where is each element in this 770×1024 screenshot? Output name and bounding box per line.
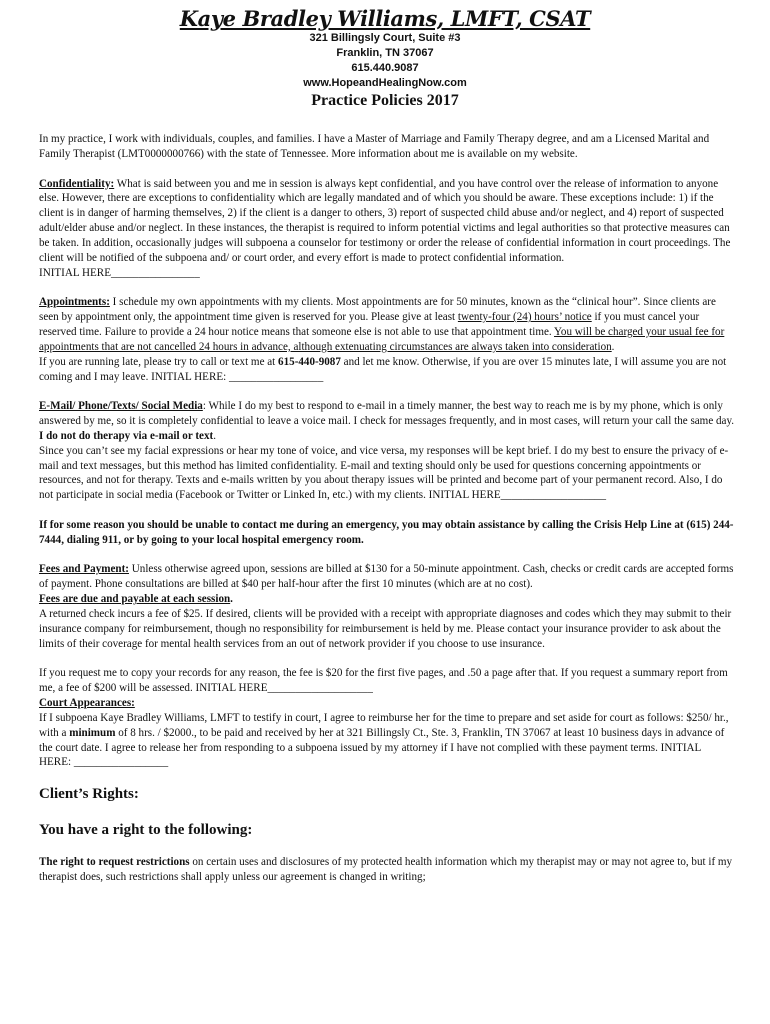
practitioner-name: Kaye Bradley Williams, LMFT, CSAT (179, 6, 591, 31)
court-text-2: of 8 hrs. / $2000., to be paid and received by her at 321 Billingsly Ct., Ste. 3, Franklin, TN 37067 at least 10 business days in advance of the court date. I agree to release her from responding to a subpoena issued by my attorney if I have not complied with these payment terms. INITIAL HERE: _________________ (39, 726, 725, 769)
address-line-2: Franklin, TN 37067 (336, 47, 434, 59)
fees-due-tail: . (230, 593, 233, 606)
appointments-text-2: if you must cancel your reserved time. Failure to provide a 24 hour notice means that someone else is not able to use that appointment time. (39, 311, 700, 338)
appointments-notice: twenty-four (24) hours’ notice (457, 311, 592, 324)
records-text: If you request me to copy your records for any reason, the fee is $20 for the first five pages, and .50 a page after that. If you request a summary report from me, a fee of $200 will be assessed. INITIAL HERE___________________ (39, 667, 728, 695)
email-no-therapy: I do not do therapy via e-mail or text (39, 429, 214, 442)
confidentiality-text: What is said between you and me in session is always kept confidential, and you have control over the release of information to anyone else. However, there are exceptions to confidentiality which are legally mandated and of which you should be aware. These exceptions include: 1) if the client is in danger of harming themselves, 2) if the client is a danger to others, 3) report of suspected child abuse and/or neglect, and 4) report of suspected adult/elder abuse and/or neglect. In these instances, the therapist is required to inform potential victims and legal authorities so that protective measures can be taken. In addition, occasionally judges will subpoena a counselor for testimony or order the release of confidential information in court proceedings. The client will be notified of the subpoena and/ or court order, and every effort is made to protect confidential information. (39, 177, 731, 264)
fees-section (39, 562, 735, 651)
confidentiality-section (39, 177, 735, 281)
court-heading: Court Appearances: (39, 697, 135, 710)
email-no-therapy-tail: . (213, 429, 216, 442)
fees-heading: Fees and Payment: (39, 563, 129, 576)
email-section (39, 399, 735, 503)
rights-item-title: The right to request restrictions (39, 856, 190, 869)
rights-subheading: You have a right to the following: (39, 822, 253, 839)
fees-due: Fees are due and payable at each session (39, 593, 231, 606)
late-phone: 615-440-9087 (278, 355, 341, 368)
appointments-heading: Appointments: (39, 296, 110, 309)
address-line-1: 321 Billingsly Court, Suite #3 (309, 32, 461, 44)
emergency-notice: If for some reason you should be unable to contact me during an emergency, you may obtain assistance by calling the Crisis Help Line at (615) 244-7444, dialing 911, or by going to your local hospital emergency room. (39, 518, 734, 546)
records-court-section (39, 666, 735, 770)
late-text-1: If you are running late, please try to call or text me at (39, 355, 279, 368)
court-minimum: minimum (69, 726, 116, 739)
confidentiality-initial: INITIAL HERE________________ (39, 266, 200, 279)
rights-heading: Client’s Rights: (39, 786, 139, 803)
fees-text: Unless otherwise agreed upon, sessions are billed at $130 for a 50-minute appointment. Cash, checks or credit cards are accepted forms of payment. Phone consultations are billed at $40 per half-hour after the first 10 minutes (which are at no cost). (39, 563, 734, 591)
fees-text-2: A returned check incurs a fee of $25. If desired, clients will be provided with a receipt with appropriate diagnoses and codes which they may submit to their insurance company for reimbursement, though no responsibility for reimbursement is held by me. Please contact your insurance provider to ask about the limits of their coverage for mental health services from an out of network provider if you choose to use insurance. (39, 608, 732, 650)
appointments-section (39, 295, 735, 384)
appointments-charge-notice: You will be charged your usual fee for appointments that are not cancelled 24 hours in advance, although extenuating circumstances are always taken into consideration (39, 325, 725, 353)
email-text: : While I do my best to respond to e-mail in a timely manner, the best way to reach me is by my phone, which is only answered by me, so it is completely confidential to leave a voice mail. I check for messages frequently, and in most cases, will return your call the same day. (39, 400, 735, 428)
document-body (39, 132, 735, 900)
website-url: www.HopeandHealingNow.com (303, 77, 467, 89)
appointments-text-3: . (611, 340, 615, 353)
rights-item (39, 855, 735, 885)
appointments-text-1: I schedule my own appointments with my clients. Most appointments are for 50 minutes, known as the “clinical hour”. Since clients are seen by appointment only, the appointment time given is reserved for you. Please give at least (39, 296, 716, 324)
document-title: Practice Policies 2017 (311, 92, 459, 109)
late-text-2: and let me know. Otherwise, if you are over 15 minutes late, I will assume you are not coming and I may leave. INITIAL HERE: _________________ (39, 355, 727, 383)
rights-item-text: on certain uses and disclosures of my protected health information which my therapist may or may not agree to, but if my therapist does, such restrictions shall apply unless our agreement is changed in writing; (39, 856, 733, 883)
intro-paragraph: In my practice, I work with individuals, couples, and families. I have a Master of Marriage and Family Therapy degree, and am a Licensed Marital and Family Therapist (LMT0000000766) with the state of Tennessee. More information about me is available on my website. (39, 133, 710, 160)
phone-number: 615.440.9087 (351, 62, 419, 74)
email-text-2: Since you can’t see my facial expressions or hear my tone of voice, and vice versa, my responses will be kept brief. I do my best to ensure the privacy of e-mail and text messages, but this method has limited confidentiality. E-mail and texting should only be used for questions concerning appointments or resources, and not for therapy. Texts and e-mails written by you about therapy issues will be printed and become part of your permanent record. Also, I do not participate in social media (Facebook or Twitter or Linked In, etc.) with my clients. INITIAL HERE___________________ (39, 444, 729, 502)
confidentiality-heading: Confidentiality: (39, 177, 115, 190)
court-text-1: If I subpoena Kaye Bradley Williams, LMFT to testify in court, I agree to reimburse her for the time to prepare and set aside for court as follows: $250/ hr., with a (39, 711, 729, 739)
email-heading: E-Mail/ Phone/Texts/ Social Media (39, 400, 203, 413)
